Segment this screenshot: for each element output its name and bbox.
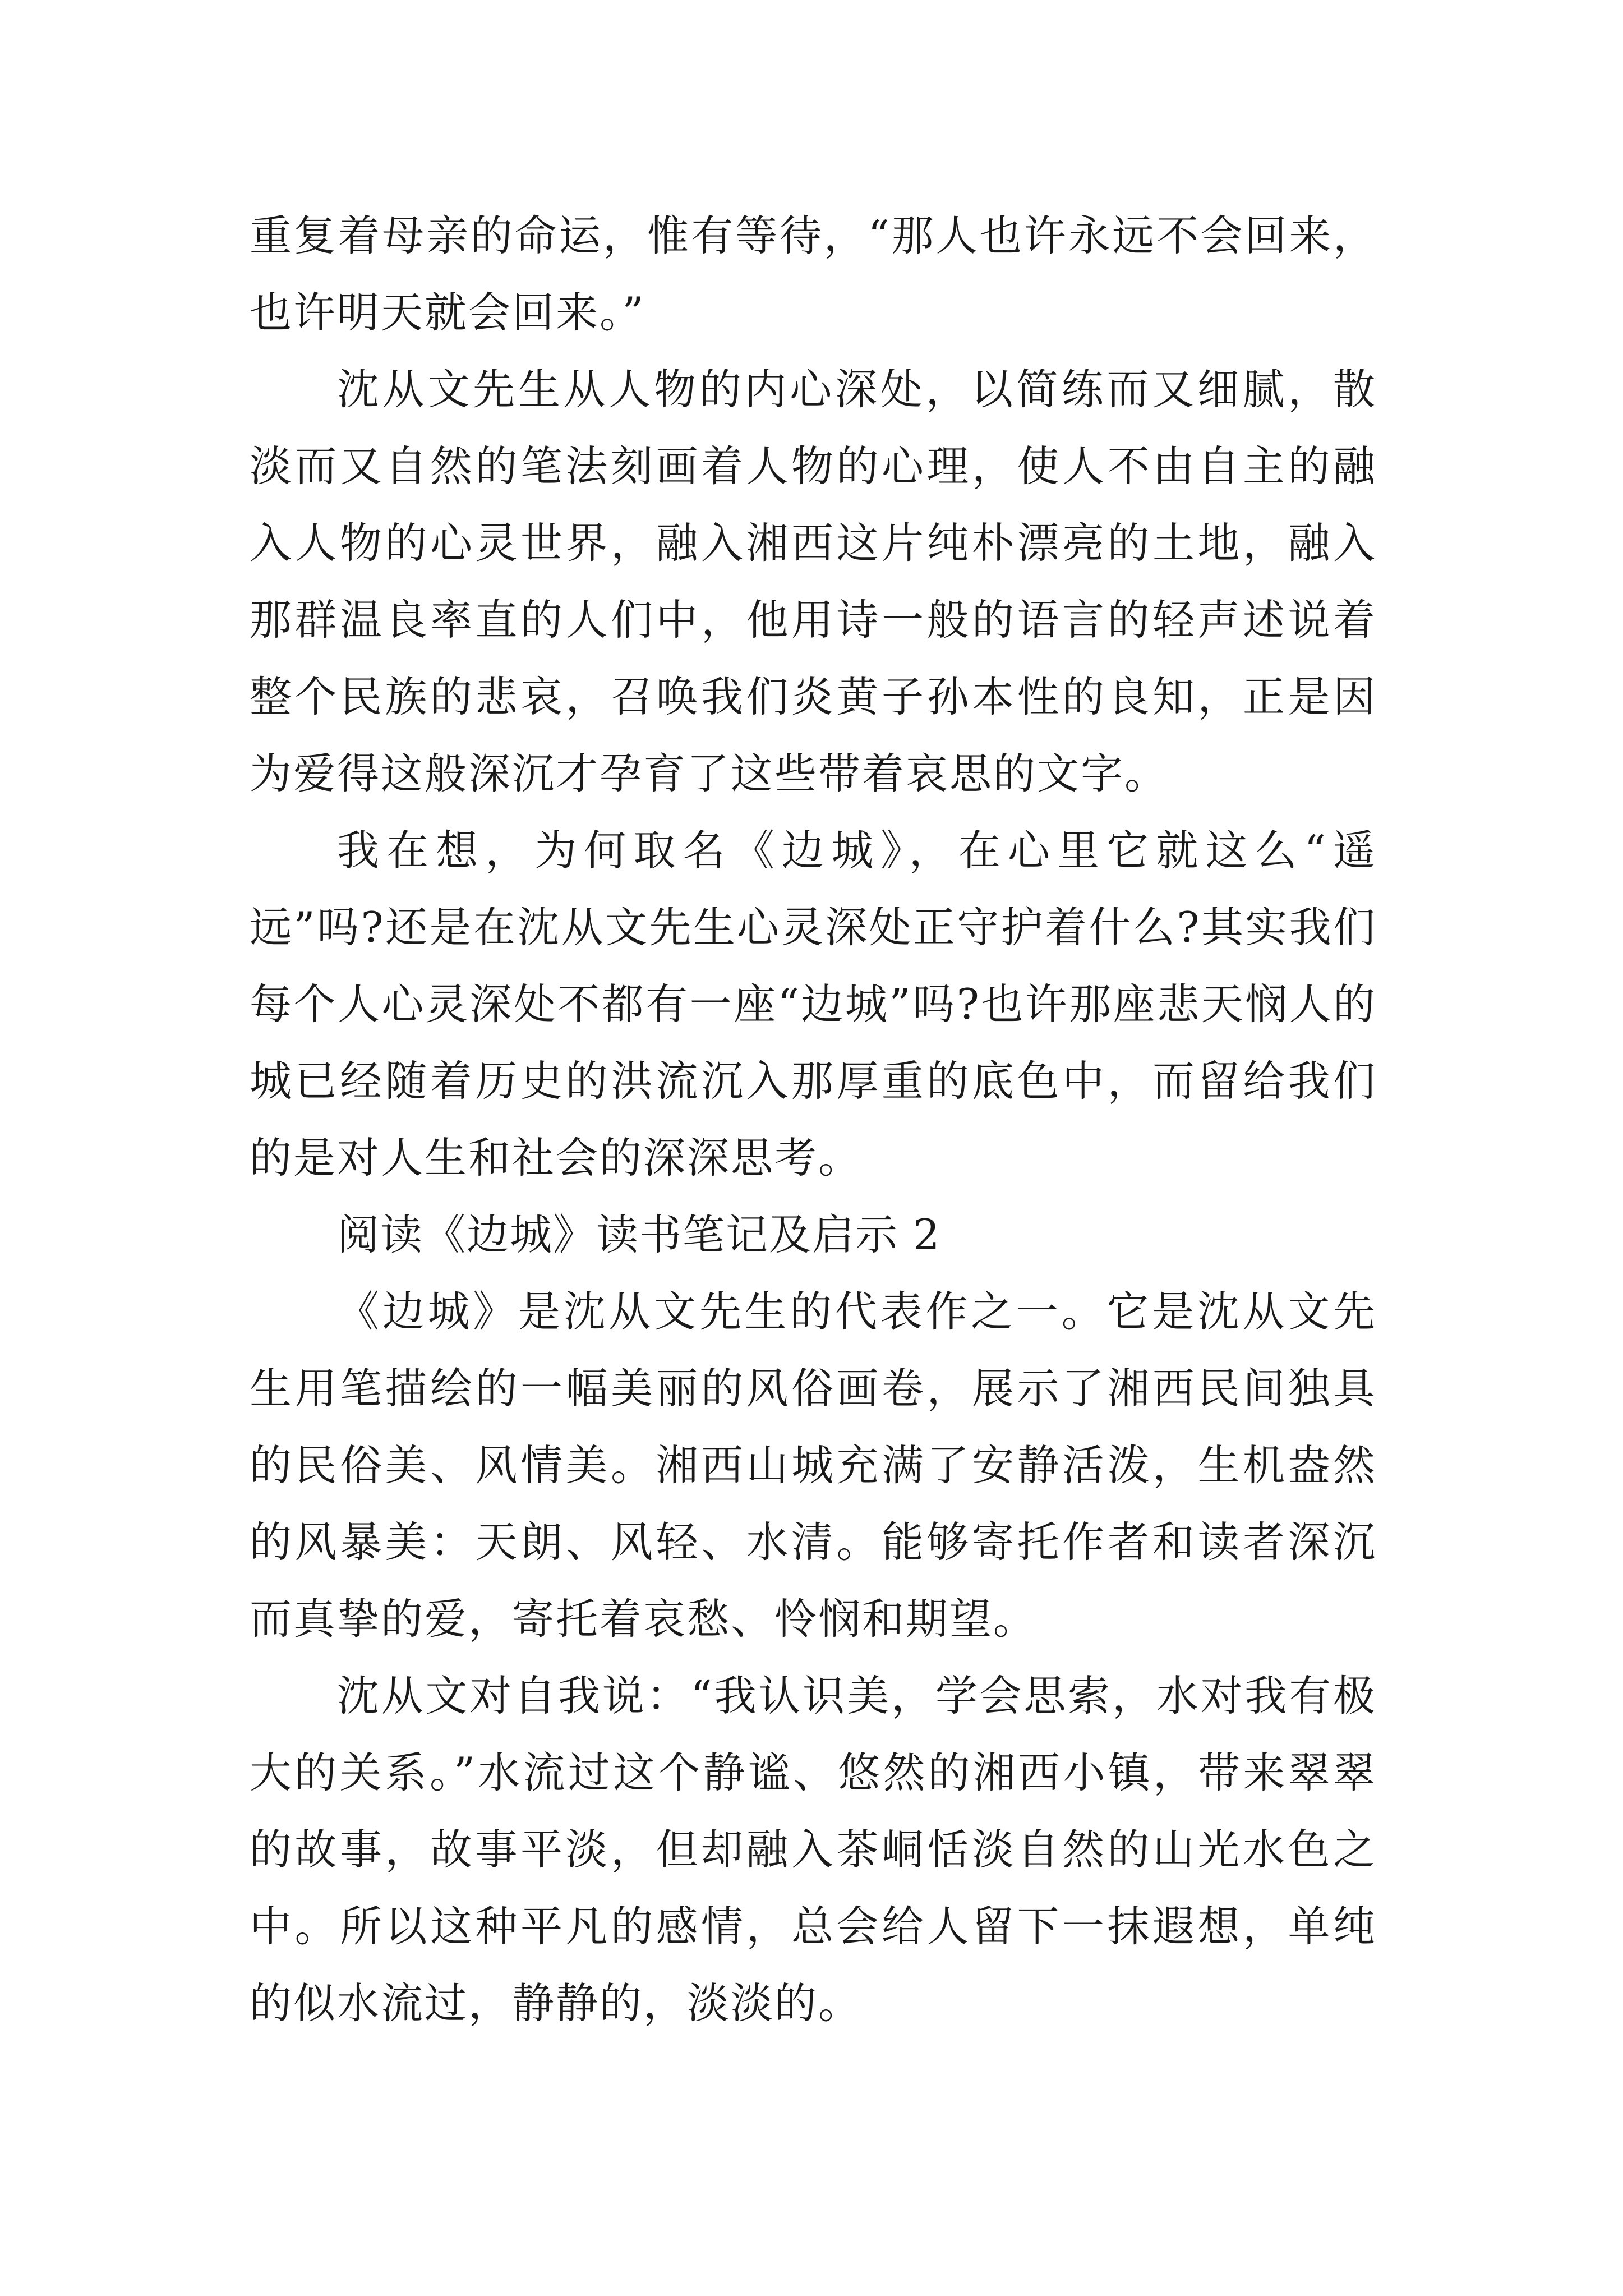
paragraph: 我在想，为何取名《边城》，在心里它就这么“遥远”吗?还是在沈从文先生心灵深处正守护着什么?其实我们每个人心灵深处不都有一座“边城”吗?也许那座悲天悯人的城已经随着历史的洪流沉入那厚重的底色中，而留给我们的是对人生和社会的深深思考。 [250, 826, 1377, 1182]
document-body [250, 197, 1377, 2042]
paragraph: 沈从文对自我说：“我认识美，学会思索，水对我有极大的关系。”水流过这个静谧、悠然的湘西小镇，带来翠翠的故事，故事平淡，但却融入茶峒恬淡自然的山光水色之中。所以这种平凡的感情，总会给人留下一抹遐想，单纯的似水流过，静静的，淡淡的。 [250, 1671, 1377, 2028]
paragraph-continuation: 重复着母亲的命运，惟有等待，“那人也许永远不会回来，也许明天就会回来。” [250, 211, 1377, 337]
paragraph: 《边城》是沈从文先生的代表作之一。它是沈从文先生用笔描绘的一幅美丽的风俗画卷，展示了湘西民间独具的民俗美、风情美。湘西山城充满了安静活泼，生机盎然的风暴美：天朗、风轻、水清。能够寄托作者和读者深沉而真挚的爱，寄托着哀愁、怜悯和期望。 [250, 1287, 1377, 1644]
paragraph: 沈从文先生从人物的内心深处，以简练而又细腻，散淡而又自然的笔法刻画着人物的心理，使人不由自主的融入人物的心灵世界，融入湘西这片纯朴漂亮的土地，融入那群温良率直的人们中，他用诗一般的语言的轻声述说着整个民族的悲哀，召唤我们炎黄子孙本性的良知，正是因为爱得这般深沉才孕育了这些带着哀思的文字。 [250, 365, 1377, 798]
section-heading: 阅读《边城》读书笔记及启示 2 [337, 1210, 941, 1259]
